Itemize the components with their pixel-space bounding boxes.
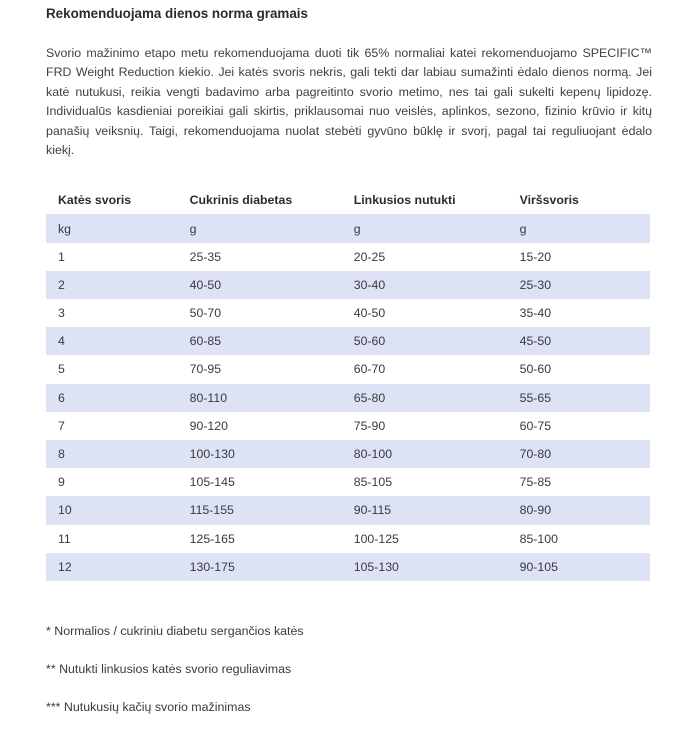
table-cell: 100-130	[178, 440, 342, 468]
table-cell: 20-25	[353, 249, 386, 264]
table-cell: 7	[58, 418, 65, 433]
table-cell: 55-65	[508, 384, 650, 412]
unit-cell: kg	[46, 214, 178, 242]
table-cell: 70-80	[508, 440, 650, 468]
table-cell: 35-40	[519, 306, 552, 321]
table-cell: 5	[58, 362, 65, 377]
table-cell: 4	[46, 327, 178, 355]
intro-paragraph: Svorio mažinimo etapo metu rekomenduojama duoti tik 65% normaliai katei rekomenduojamo SPECIFIC™ FRD Weight Reduction kiekio. Jei katės svoris nekris, gali tekti dar labiau sumažinti ėdalo dienos normą. Jei katė nutukusi, reikia vengti badavimo arba pagreitinto svorio metimo, nes tai gali sukelti kepenų lipidozę. Individualūs kasdieniai poreikiai gali skirtis, priklausomai nuo veislės, aplinkos, sezono, fizinio krūvio ir kitų panašių veiksnių. Taigi, rekomenduojama nuolat stebėti gyvūno būklę ir svorį, pagal tai reguliuojant ėdalo kiekį.	[46, 46, 652, 158]
header-diabetes: Cukrinis diabetas	[189, 193, 293, 208]
section-title: Rekomenduojama dienos norma gramais	[46, 6, 308, 21]
table-cell: 9	[58, 475, 65, 490]
table-cell: 15-20	[519, 249, 552, 264]
table-cell: 85-105	[353, 475, 393, 490]
header-overweight: Viršsvoris	[519, 193, 579, 208]
table-cell: 75-85	[519, 475, 552, 490]
footnotes	[46, 622, 652, 717]
table-cell: 130-175	[178, 553, 342, 581]
table-row	[46, 271, 650, 299]
table-cell: 65-80	[342, 384, 508, 412]
table-cell: 60-70	[353, 362, 386, 377]
table-cell: 75-90	[353, 418, 386, 433]
table-header-row	[46, 186, 650, 214]
table-cell: 8	[46, 440, 178, 468]
feeding-table	[46, 186, 650, 580]
footnote-1: * Normalios / cukriniu diabetu sergančios katės	[46, 623, 304, 638]
table-cell: 12	[46, 553, 178, 581]
table-body	[46, 214, 650, 580]
table-cell: 100-125	[353, 531, 399, 546]
table-cell: 50-60	[519, 362, 552, 377]
table-row	[46, 355, 650, 383]
table-cell: 80-100	[342, 440, 508, 468]
table-cell: 40-50	[178, 271, 342, 299]
table-cell: 85-100	[519, 531, 558, 546]
table-row	[46, 243, 650, 271]
unit-cell: g	[508, 214, 650, 242]
table-row	[46, 384, 650, 412]
table-cell: 6	[46, 384, 178, 412]
content-area	[46, 0, 652, 736]
table-row	[46, 496, 650, 524]
table-cell: 105-145	[189, 475, 235, 490]
table-row	[46, 468, 650, 496]
table-cell: 50-70	[189, 306, 222, 321]
table-cell: 90-105	[508, 553, 650, 581]
table-cell: 25-35	[189, 249, 222, 264]
unit-cell: g	[342, 214, 508, 242]
table-cell: 10	[46, 496, 178, 524]
table-cell: 30-40	[342, 271, 508, 299]
table-cell: 90-120	[189, 418, 228, 433]
table-cell: 60-75	[519, 418, 552, 433]
table-cell: 105-130	[342, 553, 508, 581]
table-cell: 80-90	[508, 496, 650, 524]
units-row	[46, 214, 650, 242]
table-cell: 40-50	[353, 306, 386, 321]
table-cell: 80-110	[178, 384, 342, 412]
unit-cell: g	[178, 214, 342, 242]
table-cell: 11	[58, 531, 71, 546]
table-row	[46, 525, 650, 553]
table-row	[46, 327, 650, 355]
table-cell: 115-155	[178, 496, 342, 524]
table-cell: 125-165	[189, 531, 235, 546]
header-cat-weight: Katės svoris	[58, 193, 132, 208]
table-row	[46, 299, 650, 327]
table-cell: 70-95	[189, 362, 222, 377]
table-cell: 50-60	[342, 327, 508, 355]
table-cell: 60-85	[178, 327, 342, 355]
table-cell: 3	[58, 306, 65, 321]
table-row	[46, 553, 650, 581]
table-row	[46, 412, 650, 440]
table-cell: 2	[46, 271, 178, 299]
table-cell: 90-115	[342, 496, 508, 524]
table-row	[46, 440, 650, 468]
table-cell: 25-30	[508, 271, 650, 299]
table-cell: 1	[58, 249, 65, 264]
footnote-3: *** Nutukusių kačių svorio mažinimas	[46, 699, 251, 714]
table-cell: 45-50	[508, 327, 650, 355]
footnote-2: ** Nutukti linkusios katės svorio reguliavimas	[46, 661, 292, 676]
header-prone-obesity: Linkusios nutukti	[353, 193, 456, 208]
